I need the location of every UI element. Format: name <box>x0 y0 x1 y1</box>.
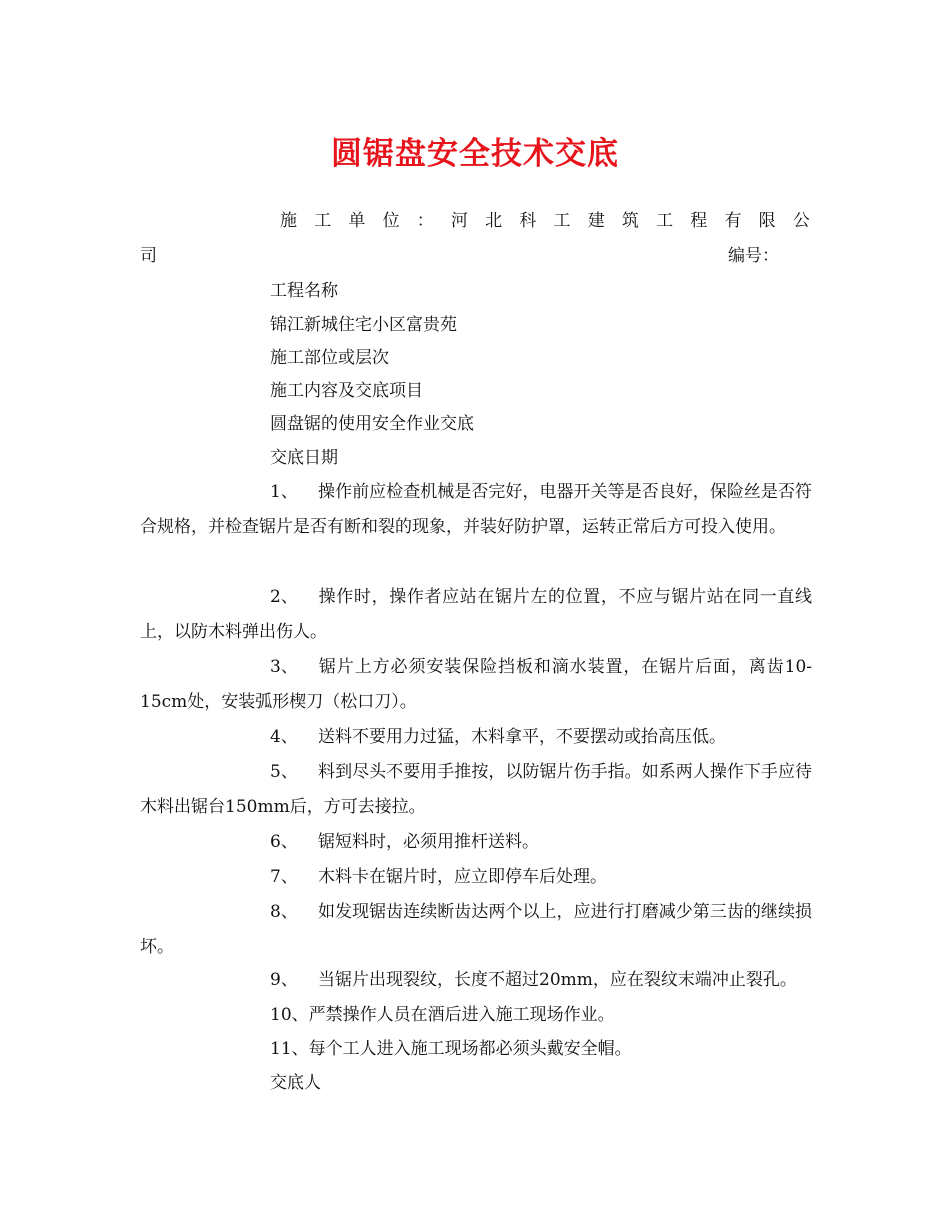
content-label: 施工内容及交底项目 <box>270 381 423 401</box>
construction-unit-char: 建 <box>587 211 605 231</box>
item-number: 9、 <box>270 970 298 990</box>
item-text: 锯短料时，必须用推杆送料。 <box>318 832 539 852</box>
list-item <box>140 895 812 965</box>
item-text: 10、严禁操作人员在酒后进入施工现场作业。 <box>270 1005 615 1025</box>
construction-unit-char: 限 <box>758 211 776 231</box>
construction-unit-char: 位 <box>382 211 400 231</box>
list-item <box>140 650 812 720</box>
list-item <box>140 825 812 860</box>
item-text: 送料不要用力过猛，木料拿平，不要摆动或抬高压低。 <box>318 727 726 747</box>
item-number: 6、 <box>270 832 298 852</box>
document-title: 圆锯盘安全技术交底 <box>331 136 619 172</box>
construction-unit-char: ： <box>416 211 434 231</box>
construction-unit-char: 公 <box>792 211 810 231</box>
construction-unit-char: 单 <box>348 211 366 231</box>
item-number: 8、 <box>270 902 298 922</box>
construction-unit-char: 程 <box>690 211 708 231</box>
item-text: 料到尽头不要用手推按，以防锯片伤手指。如系两人操作下手应待木料出锯台150mm后，方可去接拉。 <box>140 762 812 817</box>
item-text: 当锯片出现裂纹，长度不超过20mm，应在裂纹末端冲止裂孔。 <box>318 970 797 990</box>
list-item <box>140 963 812 998</box>
item-text: 木料卡在锯片时，应立即停车后处理。 <box>318 867 607 887</box>
item-text: 如发现锯齿连续断齿达两个以上，应进行打磨减少第三齿的继续损坏。 <box>140 902 812 957</box>
construction-part-label: 施工部位或层次 <box>270 348 389 368</box>
construction-unit-char: 工 <box>314 211 332 231</box>
construction-unit-char: 施 <box>280 211 297 231</box>
item-number: 3、 <box>270 657 298 677</box>
signer-label: 交底人 <box>270 1073 321 1093</box>
list-item <box>140 720 812 755</box>
construction-unit-line <box>280 211 810 231</box>
list-item <box>140 1032 812 1067</box>
item-text: 锯片上方必须安装保险挡板和滴水装置，在锯片后面，离齿10-15cm处，安装弧形楔刀（松口刀）。 <box>140 657 812 712</box>
item-text: 11、每个工人进入施工现场都必须头戴安全帽。 <box>270 1039 632 1059</box>
construction-unit-char: 科 <box>519 211 537 231</box>
construction-unit-wrap: 司 <box>140 246 157 266</box>
construction-unit-char: 有 <box>724 211 742 231</box>
item-number: 4、 <box>270 727 298 747</box>
item-number: 2、 <box>270 587 298 607</box>
item-number: 7、 <box>270 867 298 887</box>
construction-unit-char: 工 <box>553 211 571 231</box>
list-item <box>140 998 812 1033</box>
construction-unit-char: 河 <box>450 211 468 231</box>
item-text: 操作时，操作者应站在锯片左的位置，不应与锯片站在同一直线上，以防木料弹出伤人。 <box>140 587 812 642</box>
number-label: 编号： <box>728 246 779 266</box>
item-number: 5、 <box>270 762 298 782</box>
list-item <box>140 580 812 650</box>
project-name-value: 锦江新城住宅小区富贵苑 <box>270 315 457 335</box>
construction-unit-char: 北 <box>485 211 503 231</box>
construction-unit-char: 筑 <box>621 211 639 231</box>
content-value: 圆盘锯的使用安全作业交底 <box>270 414 474 434</box>
list-item <box>140 755 812 825</box>
project-name-label: 工程名称 <box>270 281 338 301</box>
list-item <box>140 475 812 545</box>
date-label: 交底日期 <box>270 448 338 468</box>
construction-unit-char: 工 <box>656 211 674 231</box>
item-number: 1、 <box>270 482 298 502</box>
item-text: 操作前应检查机械是否完好，电器开关等是否良好，保险丝是否符合规格，并检查锯片是否有断和裂的现象，并装好防护罩，运转正常后方可投入使用。 <box>140 482 812 537</box>
list-item <box>140 860 812 895</box>
